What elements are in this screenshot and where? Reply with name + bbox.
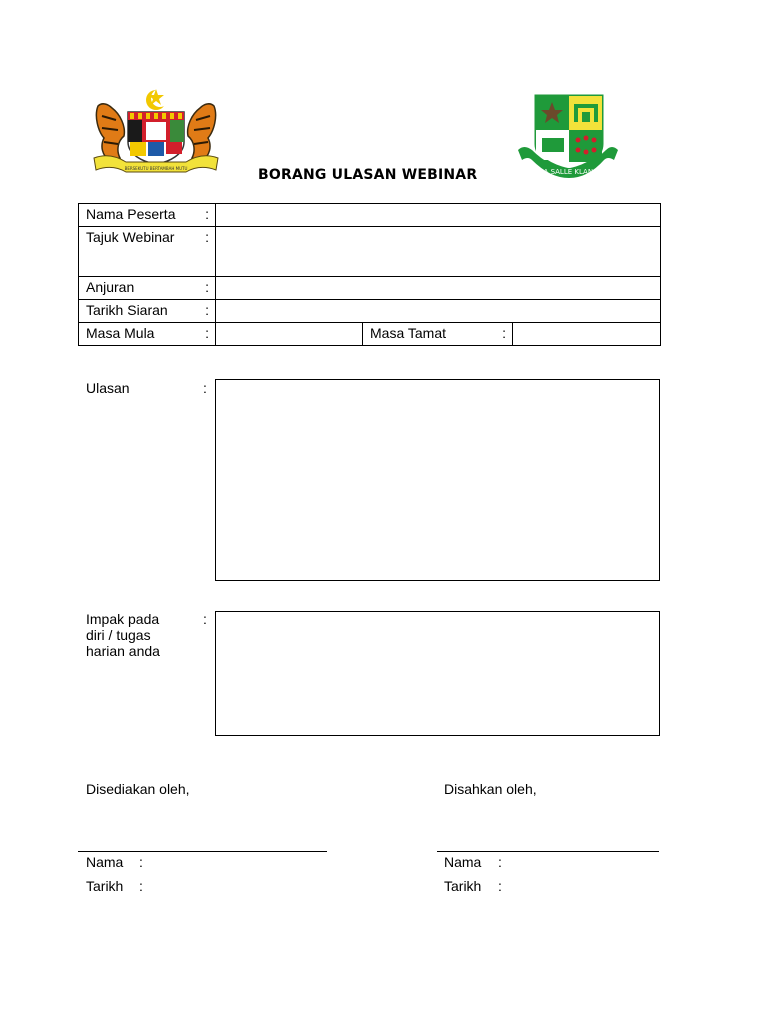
- colon: :: [205, 206, 209, 222]
- right-tarikh-label: Tarikh: [444, 878, 482, 894]
- left-tarikh-label: Tarikh: [86, 878, 124, 894]
- left-tarikh-colon: :: [139, 878, 143, 894]
- label-masa-mula: [79, 323, 216, 346]
- label-text: Tajuk Webinar: [86, 229, 175, 245]
- crest-banner-text: LA SALLE KLANG: [539, 168, 599, 176]
- masa-tamat-field[interactable]: [513, 323, 661, 346]
- right-signature-line[interactable]: [437, 851, 659, 852]
- colon: :: [502, 325, 506, 341]
- colon: :: [205, 229, 209, 245]
- ulasan-textbox[interactable]: [215, 379, 660, 581]
- label-tarikh-siaran: [79, 300, 216, 323]
- tajuk-webinar-field[interactable]: [216, 227, 661, 277]
- left-signature-line[interactable]: [78, 851, 327, 852]
- right-nama-colon: :: [498, 854, 502, 870]
- participant-info-table: [78, 203, 661, 346]
- page-title: BORANG ULASAN WEBINAR: [258, 167, 478, 183]
- label-text: Masa Tamat: [370, 325, 446, 341]
- right-tarikh-colon: :: [498, 878, 502, 894]
- impak-label-line-2: diri / tugas: [86, 627, 151, 643]
- row-masa: [79, 323, 661, 346]
- impak-label-line-3: harian anda: [86, 643, 160, 659]
- right-nama-label: Nama: [444, 854, 482, 870]
- la-salle-klang-crest-icon: [516, 94, 620, 184]
- impak-label-line-1: Impak pada: [86, 611, 160, 627]
- row-tarikh-siaran: [79, 300, 661, 323]
- impak-textbox[interactable]: [215, 611, 660, 736]
- tarikh-siaran-field[interactable]: [216, 300, 661, 323]
- left-nama-label: Nama: [86, 854, 124, 870]
- colon: :: [205, 325, 209, 341]
- label-anjuran: [79, 277, 216, 300]
- row-nama-peserta: [79, 204, 661, 227]
- ulasan-colon: :: [203, 380, 207, 396]
- row-anjuran: [79, 277, 661, 300]
- label-tajuk-webinar: [79, 227, 216, 277]
- label-text: Masa Mula: [86, 325, 155, 341]
- label-masa-tamat: [363, 323, 513, 346]
- nama-peserta-field[interactable]: [216, 204, 661, 227]
- label-text: Nama Peserta: [86, 206, 176, 222]
- motto-text: BERSEKUTU BERTAMBAH MUTU: [124, 166, 188, 171]
- label-text: Tarikh Siaran: [86, 302, 168, 318]
- anjuran-field[interactable]: [216, 277, 661, 300]
- colon: :: [205, 279, 209, 295]
- colon: :: [205, 302, 209, 318]
- malaysia-coat-of-arms-icon: [90, 86, 222, 178]
- ulasan-label: Ulasan: [86, 380, 130, 396]
- left-nama-colon: :: [139, 854, 143, 870]
- masa-mula-field[interactable]: [216, 323, 363, 346]
- disediakan-oleh-heading: Disediakan oleh,: [86, 781, 190, 797]
- label-text: Anjuran: [86, 279, 135, 295]
- row-tajuk-webinar: [79, 227, 661, 277]
- impak-colon: :: [203, 611, 207, 627]
- disahkan-oleh-heading: Disahkan oleh,: [444, 781, 537, 797]
- label-nama-peserta: [79, 204, 216, 227]
